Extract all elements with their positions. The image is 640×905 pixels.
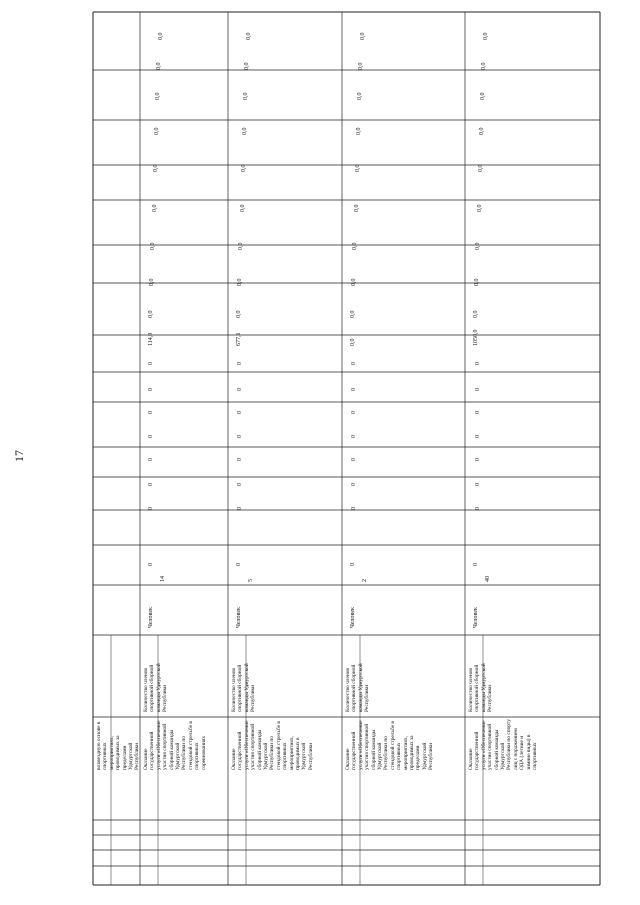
value-cell: 0,0 bbox=[475, 242, 482, 250]
value-cell: 0,0 bbox=[244, 62, 251, 70]
target-value-cell: 5 bbox=[248, 579, 254, 582]
units-cell: Человек bbox=[350, 607, 356, 628]
value-cell: 0 bbox=[148, 507, 155, 510]
value-cell: 0 bbox=[148, 362, 155, 365]
value-cell: 0,0 bbox=[242, 127, 248, 135]
value-cell: 0 bbox=[474, 458, 481, 461]
value-cell: 0,0 bbox=[157, 32, 164, 40]
indicator-description-cell: Количество членов спортивной сборной команды Удмуртской Республики bbox=[468, 663, 494, 712]
value-cell: 0,0 bbox=[474, 278, 481, 286]
value-cell: 0,0 bbox=[359, 32, 366, 40]
value-cell: 0 bbox=[148, 411, 155, 414]
value-cell: 0,0 bbox=[353, 204, 360, 212]
value-cell: 0,0 bbox=[155, 92, 162, 100]
indicator-description-cell: Количество членов спортивной сборной команды Удмуртской Республики bbox=[143, 663, 169, 712]
value-cell: 0,0 bbox=[480, 92, 487, 100]
value-cell: 0 bbox=[351, 362, 358, 365]
units-cell: Человек bbox=[473, 607, 479, 628]
value-cell: 0,0 bbox=[350, 310, 356, 318]
value-cell: 0,0 bbox=[149, 278, 156, 286]
value-cell: 0,0 bbox=[239, 204, 246, 212]
value-cell: 0,0 bbox=[479, 127, 485, 135]
service-description-cell: Оказание государственной услуги «Обеспечение участия спортивной сборной команды Удмуртской Республики по стендовой стрельбе в спортивных соревнованиях bbox=[143, 720, 207, 770]
value-cell: 0 bbox=[148, 563, 154, 566]
value-cell: 0,0 bbox=[237, 278, 244, 286]
value-cell: 0,0 bbox=[148, 310, 154, 318]
value-cell: 0,0 bbox=[245, 32, 252, 40]
value-cell: 0,0 bbox=[243, 92, 250, 100]
value-cell: 0,0 bbox=[236, 310, 242, 318]
value-cell: 0 bbox=[474, 411, 481, 414]
value-cell: 0,0 bbox=[482, 32, 489, 40]
value-cell: 0 bbox=[148, 458, 155, 461]
value-cell: 0 bbox=[236, 362, 243, 365]
units-cell: Человек bbox=[236, 607, 242, 628]
value-cell: 0,0 bbox=[481, 62, 488, 70]
value-cell: 0,0 bbox=[356, 127, 362, 135]
value-cell: 0,0 bbox=[354, 164, 361, 172]
value-cell: 0 bbox=[351, 483, 358, 486]
value-cell: 0,0 bbox=[473, 310, 479, 318]
indicator-description-cell: Количество членов спортивной сборной команды Удмуртской Республики bbox=[231, 663, 257, 712]
target-value-cell: 2 bbox=[362, 579, 368, 582]
value-cell: 0,0 bbox=[351, 278, 358, 286]
value-cell: 0 bbox=[474, 362, 481, 365]
value-cell: 0,0 bbox=[156, 62, 163, 70]
value-cell: 0,0 bbox=[152, 164, 159, 172]
value-cell: 0,0 bbox=[476, 204, 483, 212]
value-cell: 0,0 bbox=[352, 242, 359, 250]
value-cell: 0 bbox=[236, 563, 242, 566]
value-cell: 0 bbox=[351, 458, 358, 461]
service-description-cell: Оказание государственной услуги «Обеспечение участия спортивной сборной команды Удмуртской Республики по стендовой стрельбе в спортивных мероприятиях, проводимых за пределами Удмуртской Республики bbox=[345, 720, 435, 770]
service-description-cell: Оказание государственной услуги «Обеспечение участия спортивной сборной команды Удмуртской Республики по спорту лиц с поражением ОДА (летние и зимние виды) в спортивных bbox=[468, 719, 539, 770]
value-cell: 0,0 bbox=[358, 62, 365, 70]
value-cell: 0 bbox=[236, 507, 243, 510]
value-cell: 0 bbox=[236, 435, 243, 438]
value-cell: 0,0 bbox=[154, 127, 160, 135]
value-cell: 0,0 bbox=[357, 92, 364, 100]
target-value-cell: 40 bbox=[485, 576, 491, 582]
value-cell: 0 bbox=[236, 411, 243, 414]
value-cell: 0,0 bbox=[151, 204, 158, 212]
value-cell: 0 bbox=[351, 435, 358, 438]
value-cell: 0 bbox=[350, 563, 356, 566]
amount-cell: 1050,0 bbox=[473, 329, 479, 346]
amount-cell: 114,0 bbox=[148, 332, 154, 346]
amount-cell: 677,1 bbox=[236, 332, 242, 346]
service-description-cell: возмездную основе в спортивных мероприятиях, проводимых за пределами Удмуртской Республики bbox=[96, 721, 141, 770]
value-cell: 0 bbox=[474, 507, 481, 510]
value-cell: 0 bbox=[474, 435, 481, 438]
value-cell: 0 bbox=[351, 507, 358, 510]
value-cell: 0 bbox=[236, 483, 243, 486]
value-cell: 0 bbox=[474, 388, 481, 391]
amount-cell: 0,0 bbox=[350, 338, 356, 346]
value-cell: 0 bbox=[473, 563, 479, 566]
value-cell: 0,0 bbox=[477, 164, 484, 172]
value-cell: 0 bbox=[236, 388, 243, 391]
service-description-cell: Оказание государственной услуги «Обеспечение участия спортивной сборной команды Удмуртской Республики по стендовой стрельбе в спортивных мероприятиях, проводимых в Удмуртской Республики bbox=[231, 720, 314, 770]
value-cell: 0 bbox=[148, 435, 155, 438]
value-cell: 0 bbox=[474, 483, 481, 486]
value-cell: 0 bbox=[351, 411, 358, 414]
value-cell: 0,0 bbox=[240, 164, 247, 172]
indicator-description-cell: Количество членов спортивной сборной команды Удмуртской Республики bbox=[345, 663, 371, 712]
target-value-cell: 14 bbox=[160, 576, 166, 582]
value-cell: 0 bbox=[236, 458, 243, 461]
value-cell: 0 bbox=[351, 388, 358, 391]
units-cell: Человек bbox=[148, 607, 154, 628]
page-number: 17 bbox=[12, 450, 26, 462]
value-cell: 0 bbox=[148, 388, 155, 391]
value-cell: 0 bbox=[148, 483, 155, 486]
value-cell: 0,0 bbox=[238, 242, 245, 250]
value-cell: 0,0 bbox=[150, 242, 157, 250]
